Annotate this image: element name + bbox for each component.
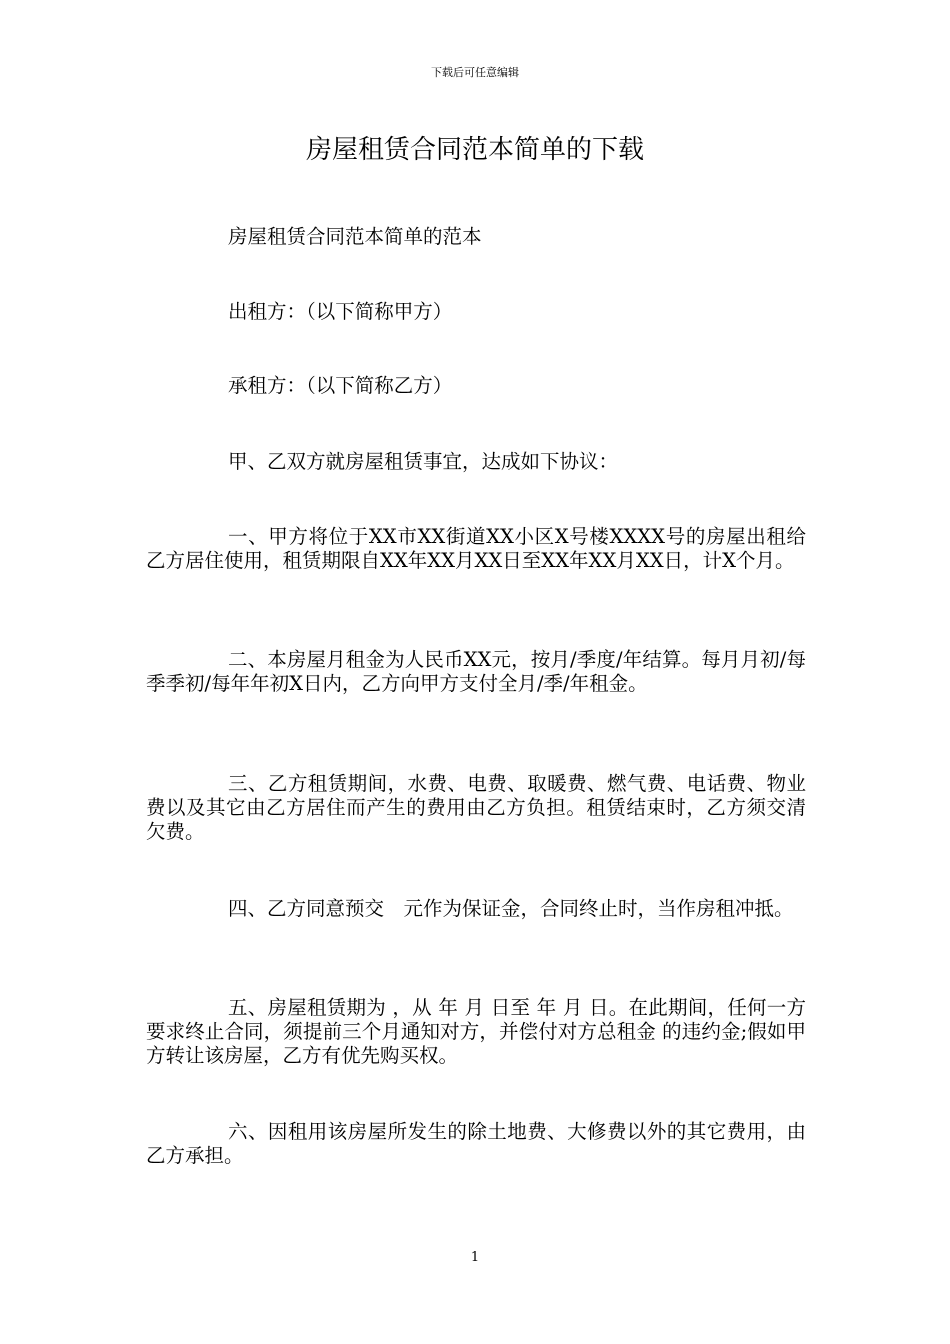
page-header-note: 下载后可任意编辑 [431,66,519,79]
clause-3: 三、乙方租赁期间，水费、电费、取暖费、燃气费、电话费、物业费以及其它由乙方居住而产生的费用由乙方负担。租赁结束时，乙方须交清欠费。 [146,772,806,843]
paragraph-agreement-intro: 甲、乙双方就房屋租赁事宜，达成如下协议： [228,450,619,473]
paragraph-lessor: 出租方：（以下简称甲方） [228,300,453,323]
clause-6: 六、因租用该房屋所发生的除土地费、大修费以外的其它费用，由乙方承担。 [146,1120,806,1167]
clause-1: 一、甲方将位于XX市XX街道XX小区X号楼XXXX号的房屋出租给乙方居住使用，租赁期限自XX年XX月XX日至XX年XX月XX日，计X个月。 [146,525,806,572]
paragraph-subtitle: 房屋租赁合同范本简单的范本 [228,225,482,248]
clause-2: 二、本房屋月租金为人民币XX元，按月/季度/年结算。每月月初/每季季初/每年年初X日内，乙方向甲方支付全月/季/年租金。 [146,648,806,695]
page-number: 1 [470,1250,480,1265]
clause-5: 五、房屋租赁期为 ，从 年 月 日至 年 月 日。在此期间，任何一方要求终止合同，须提前三个月通知对方，并偿付对方总租金 的违约金;假如甲方转让该房屋，乙方有优先购买权。 [146,996,806,1067]
paragraph-lessee: 承租方：（以下简称乙方） [228,374,453,397]
document-title: 房屋租赁合同范本简单的下载 [305,135,644,165]
clause-4: 四、乙方同意预交 元作为保证金，合同终止时，当作房租冲抵。 [228,897,794,920]
